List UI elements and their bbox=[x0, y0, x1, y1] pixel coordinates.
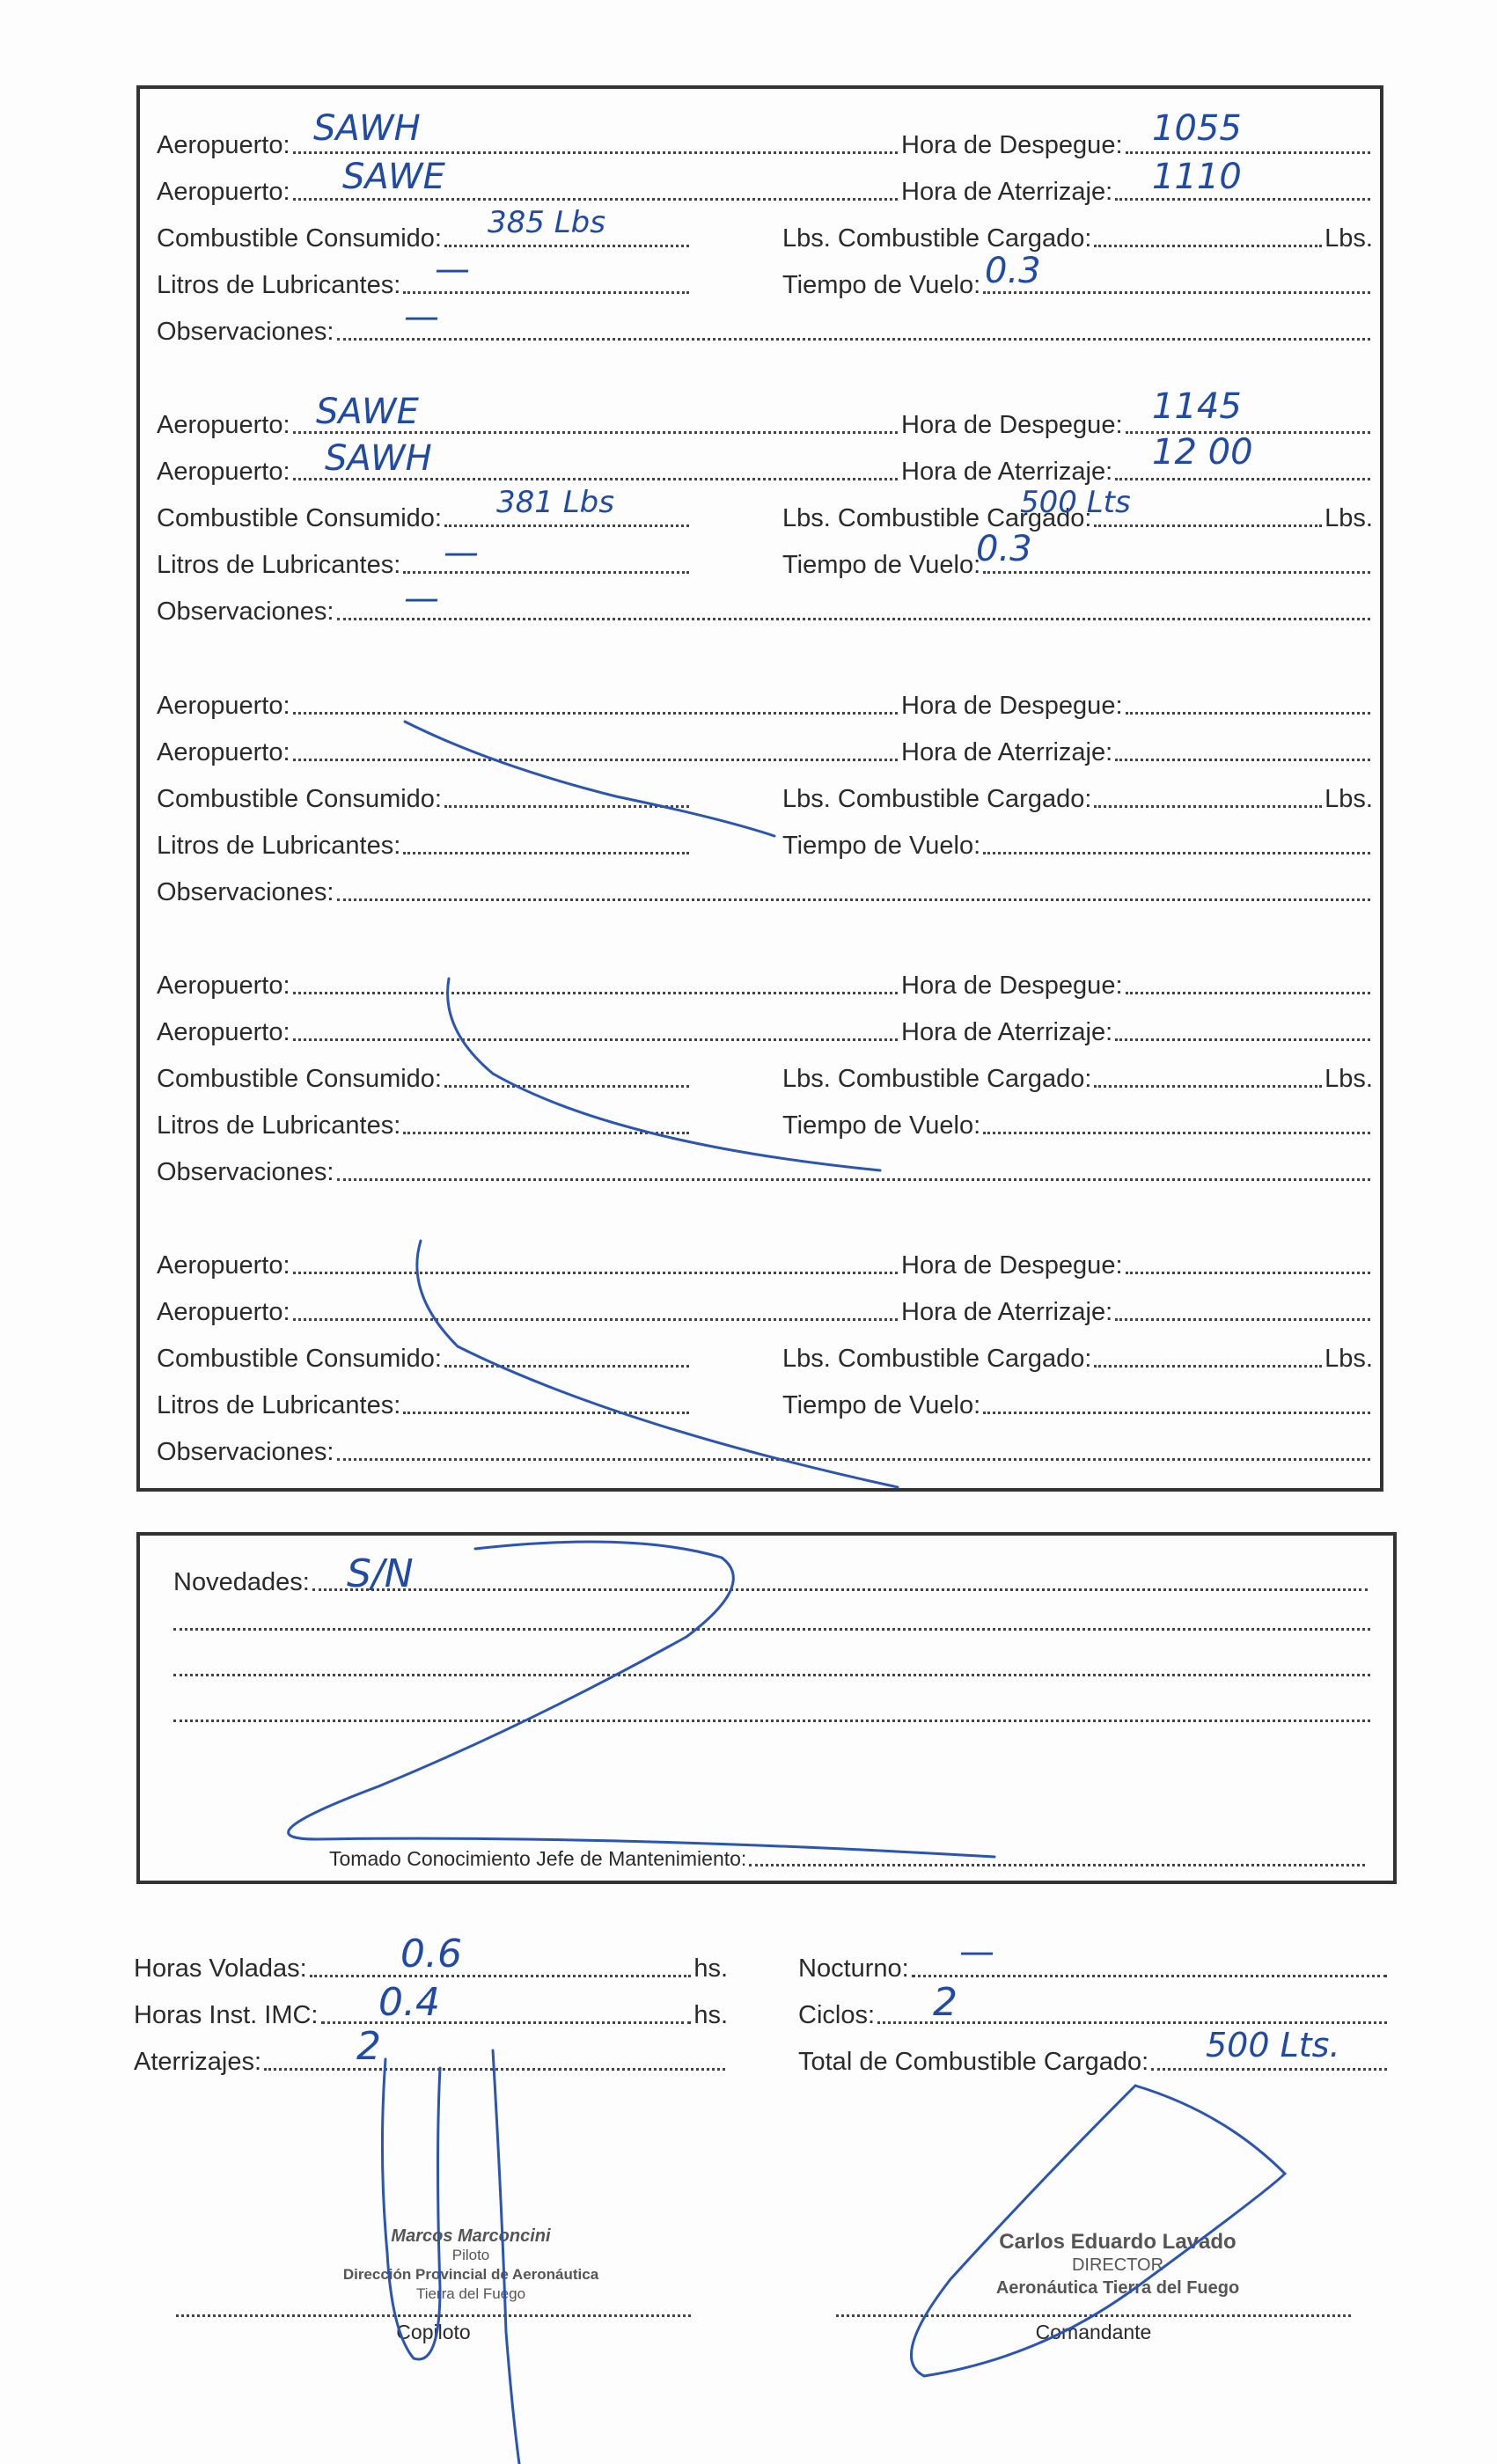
takeoff-time-label: Hora de Despegue: bbox=[901, 1251, 1123, 1280]
fuel-consumed-value: 385 Lbs bbox=[488, 205, 605, 240]
stamp-region: Tierra del Fuego bbox=[415, 2285, 526, 2302]
fuel-loaded-value: 500 Lts bbox=[1020, 485, 1131, 520]
takeoff-time-label: Hora de Despegue: bbox=[901, 131, 1123, 159]
landing-time-label: Hora de Aterrizaje: bbox=[901, 458, 1113, 486]
landing-time-row bbox=[901, 174, 1373, 209]
total-fuel-value: 500 Lts. bbox=[1206, 2026, 1340, 2064]
flight-time-row bbox=[782, 547, 1373, 583]
fuel-loaded-row bbox=[782, 1341, 1373, 1376]
origin-airport-row bbox=[157, 407, 900, 443]
origin-airport-row bbox=[157, 688, 900, 723]
night-row bbox=[798, 1951, 1390, 1986]
landing-time-row bbox=[901, 1294, 1373, 1330]
copilot-label: Copiloto bbox=[396, 2321, 471, 2343]
lubricants-value: — bbox=[435, 249, 470, 290]
fuel-loaded-row bbox=[782, 1061, 1373, 1096]
landing-time-value: 12 00 bbox=[1152, 432, 1253, 473]
flight-time-value: 0.3 bbox=[985, 251, 1041, 291]
takeoff-time-row bbox=[901, 968, 1373, 1003]
flight-time-row bbox=[782, 1388, 1373, 1423]
lubricants-row bbox=[157, 1108, 692, 1143]
takeoff-time-row bbox=[901, 128, 1373, 163]
observations-row bbox=[157, 594, 1373, 629]
fuel-loaded-label: Lbs. Combustible Cargado: bbox=[782, 224, 1092, 253]
takeoff-time-label: Hora de Despegue: bbox=[901, 972, 1123, 1000]
commander-signature-line bbox=[836, 2314, 1351, 2317]
flight-time-row bbox=[782, 1108, 1373, 1143]
hours-unit: hs. bbox=[693, 2001, 728, 2029]
lubricants-row bbox=[157, 1388, 692, 1423]
flight-time-value: 0.3 bbox=[976, 529, 1032, 569]
observations-label: Observaciones: bbox=[157, 1158, 334, 1186]
flight-time-label: Tiempo de Vuelo: bbox=[782, 1391, 981, 1419]
lubricants-label: Litros de Lubricantes: bbox=[157, 1111, 401, 1140]
takeoff-time-value: 1145 bbox=[1152, 386, 1242, 427]
stamp-title: Piloto bbox=[451, 2247, 490, 2263]
destination-airport-value: SAWH bbox=[325, 438, 432, 479]
novedades-value: S/N bbox=[347, 1551, 414, 1596]
lubricants-row bbox=[157, 547, 692, 583]
landing-time-row bbox=[901, 735, 1373, 770]
landings-value: 2 bbox=[356, 2024, 381, 2069]
lbs-unit: Lbs. bbox=[1325, 504, 1373, 532]
lbs-unit: Lbs. bbox=[1325, 785, 1373, 813]
landing-time-row bbox=[901, 454, 1373, 489]
takeoff-time-label: Hora de Despegue: bbox=[901, 692, 1123, 720]
fuel-loaded-row bbox=[782, 781, 1373, 817]
observations-value: — bbox=[404, 578, 439, 619]
fuel-consumed-row bbox=[157, 1341, 692, 1376]
lubricants-label: Litros de Lubricantes: bbox=[157, 832, 401, 860]
fuel-consumed-row bbox=[157, 1061, 692, 1096]
destination-airport-label: Aeropuerto: bbox=[157, 1018, 290, 1046]
origin-airport-value: SAWE bbox=[316, 392, 419, 432]
flight-time-label: Tiempo de Vuelo: bbox=[782, 271, 981, 299]
origin-airport-value: SAWH bbox=[313, 108, 421, 149]
night-label: Nocturno: bbox=[798, 1954, 909, 1983]
copilot-signature-line bbox=[176, 2314, 691, 2317]
stamp-title: DIRECTOR bbox=[1071, 2255, 1164, 2275]
night-value: — bbox=[959, 1932, 994, 1972]
takeoff-time-value: 1055 bbox=[1152, 108, 1242, 149]
landing-time-label: Hora de Aterrizaje: bbox=[901, 1018, 1113, 1046]
destination-airport-label: Aeropuerto: bbox=[157, 1298, 290, 1326]
origin-airport-row bbox=[157, 1248, 900, 1283]
origin-airport-row bbox=[157, 128, 900, 163]
commander-signature bbox=[836, 2314, 1351, 2344]
maintenance-acknowledgment-label: Tomado Conocimiento Jefe de Mantenimiento: bbox=[329, 1847, 747, 1870]
fuel-consumed-value: 381 Lbs bbox=[496, 485, 614, 520]
imc-hours-label: Horas Inst. IMC: bbox=[134, 2001, 319, 2029]
origin-airport-label: Aeropuerto: bbox=[157, 131, 290, 159]
lubricants-value: — bbox=[444, 532, 479, 573]
origin-airport-label: Aeropuerto: bbox=[157, 692, 290, 720]
fuel-loaded-row bbox=[782, 221, 1373, 256]
takeoff-time-row bbox=[901, 688, 1373, 723]
stamp-name: Carlos Eduardo Lavado bbox=[999, 2230, 1236, 2254]
stamp-organization: Aeronáutica Tierra del Fuego bbox=[995, 2278, 1240, 2298]
observations-label: Observaciones: bbox=[157, 1438, 334, 1466]
maintenance-acknowledgment bbox=[329, 1845, 1368, 1872]
hours-unit: hs. bbox=[693, 1954, 728, 1983]
lubricants-row bbox=[157, 828, 692, 863]
takeoff-time-row bbox=[901, 407, 1373, 443]
fuel-consumed-label: Combustible Consumido: bbox=[157, 785, 442, 813]
landing-time-value: 1110 bbox=[1152, 157, 1242, 197]
destination-airport-row bbox=[157, 735, 900, 770]
stamp-name: Marcos Marconcini bbox=[391, 2226, 551, 2246]
lubricants-label: Litros de Lubricantes: bbox=[157, 271, 401, 299]
fuel-loaded-label: Lbs. Combustible Cargado: bbox=[782, 785, 1092, 813]
flight-time-label: Tiempo de Vuelo: bbox=[782, 832, 981, 860]
fuel-consumed-label: Combustible Consumido: bbox=[157, 224, 442, 253]
origin-airport-row bbox=[157, 968, 900, 1003]
destination-airport-row bbox=[157, 1294, 900, 1330]
landing-time-label: Hora de Aterrizaje: bbox=[901, 1298, 1113, 1326]
observations-label: Observaciones: bbox=[157, 598, 334, 626]
flight-time-row bbox=[782, 268, 1373, 303]
fuel-consumed-row bbox=[157, 781, 692, 817]
fuel-loaded-label: Lbs. Combustible Cargado: bbox=[782, 1065, 1092, 1093]
novedades-label: Novedades: bbox=[173, 1568, 310, 1596]
cycles-label: Ciclos: bbox=[798, 2001, 876, 2029]
origin-airport-label: Aeropuerto: bbox=[157, 411, 290, 439]
commander-label: Comandante bbox=[1035, 2321, 1152, 2343]
origin-airport-label: Aeropuerto: bbox=[157, 972, 290, 1000]
lbs-unit: Lbs. bbox=[1325, 1345, 1373, 1373]
fuel-consumed-label: Combustible Consumido: bbox=[157, 1345, 442, 1373]
fuel-loaded-label: Lbs. Combustible Cargado: bbox=[782, 1345, 1092, 1373]
observations-row bbox=[157, 875, 1373, 910]
observations-label: Observaciones: bbox=[157, 318, 334, 346]
flight-log-table bbox=[136, 85, 1383, 1492]
landing-time-label: Hora de Aterrizaje: bbox=[901, 178, 1113, 206]
takeoff-time-row bbox=[901, 1248, 1373, 1283]
takeoff-time-label: Hora de Despegue: bbox=[901, 411, 1123, 439]
origin-airport-label: Aeropuerto: bbox=[157, 1251, 290, 1280]
lubricants-label: Litros de Lubricantes: bbox=[157, 551, 401, 579]
observations-row bbox=[157, 1434, 1373, 1470]
fuel-loaded-label: Lbs. Combustible Cargado: bbox=[782, 504, 1092, 532]
cycles-value: 2 bbox=[933, 1980, 958, 2025]
flight-time-label: Tiempo de Vuelo: bbox=[782, 551, 981, 579]
flight-time-row bbox=[782, 828, 1373, 863]
observations-row bbox=[157, 1155, 1373, 1190]
total-fuel-label: Total de Combustible Cargado: bbox=[798, 2048, 1149, 2076]
destination-airport-label: Aeropuerto: bbox=[157, 458, 290, 486]
flight-hours-value: 0.6 bbox=[400, 1932, 462, 1976]
landing-time-label: Hora de Aterrizaje: bbox=[901, 738, 1113, 766]
destination-airport-label: Aeropuerto: bbox=[157, 738, 290, 766]
stamp-organization: Dirección Provincial de Aeronáutica bbox=[342, 2266, 599, 2283]
copilot-stamp bbox=[317, 2226, 625, 2304]
commander-stamp bbox=[972, 2231, 1263, 2299]
copilot-signature bbox=[176, 2314, 691, 2344]
lbs-unit: Lbs. bbox=[1325, 224, 1373, 253]
imc-hours-value: 0.4 bbox=[378, 1980, 440, 2025]
observations-row bbox=[157, 314, 1373, 349]
flight-time-label: Tiempo de Vuelo: bbox=[782, 1111, 981, 1140]
landings-label: Aterrizajes: bbox=[134, 2048, 262, 2076]
observations-value: — bbox=[404, 297, 439, 337]
destination-airport-row bbox=[157, 1015, 900, 1050]
flight-hours-label: Horas Voladas: bbox=[134, 1954, 307, 1983]
novedades-line bbox=[173, 1674, 1370, 1676]
novedades-box bbox=[136, 1532, 1397, 1884]
novedades-line bbox=[173, 1628, 1370, 1631]
destination-airport-value: SAWE bbox=[342, 157, 445, 197]
destination-airport-row bbox=[157, 454, 900, 489]
landings-row bbox=[134, 2044, 728, 2079]
lbs-unit: Lbs. bbox=[1325, 1065, 1373, 1093]
fuel-consumed-row bbox=[157, 221, 692, 256]
fuel-consumed-label: Combustible Consumido: bbox=[157, 504, 442, 532]
destination-airport-label: Aeropuerto: bbox=[157, 178, 290, 206]
fuel-consumed-label: Combustible Consumido: bbox=[157, 1065, 442, 1093]
observations-label: Observaciones: bbox=[157, 878, 334, 906]
lubricants-label: Litros de Lubricantes: bbox=[157, 1391, 401, 1419]
destination-airport-row bbox=[157, 174, 900, 209]
landing-time-row bbox=[901, 1015, 1373, 1050]
novedades-line bbox=[173, 1720, 1370, 1722]
